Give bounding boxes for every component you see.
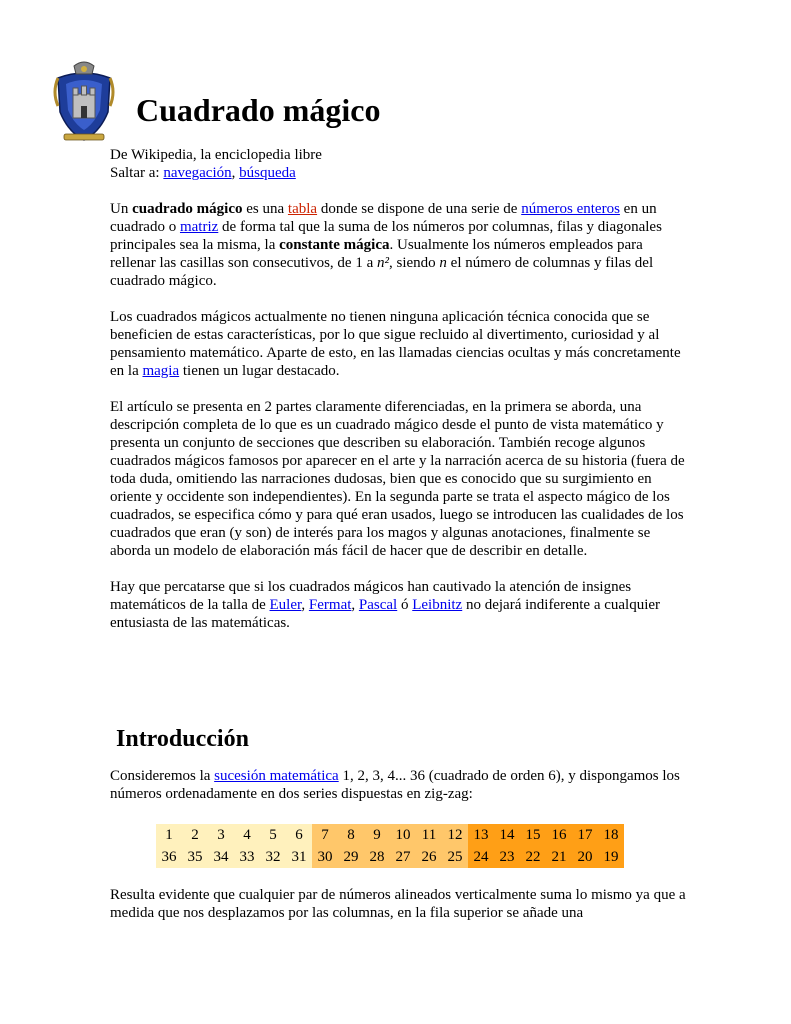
text: 1, 2, 3, 4... 36 (cuadrado de orden 6), y dispongamos los números ordenadamente en dos series dispuestas en zig-zag:: [110, 768, 680, 802]
table-row-bottom: [156, 846, 624, 868]
table-row-top: [156, 824, 624, 846]
table-cell: 21: [546, 846, 572, 868]
table-cell: 29: [338, 846, 364, 868]
table-cell: 6: [286, 824, 312, 846]
table-cell: 3: [208, 824, 234, 846]
text: ó: [397, 597, 413, 613]
text: es una: [242, 201, 288, 217]
link-navegacion[interactable]: navegación: [163, 165, 232, 181]
link-busqueda[interactable]: búsqueda: [239, 165, 296, 181]
paragraph-definition: [110, 200, 690, 290]
link-tabla[interactable]: tabla: [287, 201, 318, 217]
table-cell: 11: [416, 824, 442, 846]
term-cuadrado-magico: cuadrado mágico: [132, 201, 243, 217]
math-n-squared: n²: [377, 255, 389, 271]
table-cell: 33: [234, 846, 260, 868]
table-cell: 30: [312, 846, 338, 868]
math-n: n: [439, 255, 447, 271]
table-cell: 7: [312, 824, 338, 846]
table-cell: 25: [442, 846, 468, 868]
text: de forma tal que la suma de los números por columnas, filas y diagonales principales sea la misma, la: [110, 219, 662, 253]
table-cell: 1: [156, 824, 182, 846]
table-cell: 26: [416, 846, 442, 868]
text: ,: [301, 597, 309, 613]
link-fermat[interactable]: Fermat: [308, 597, 352, 613]
table-cell: 14: [494, 824, 520, 846]
table-cell: 20: [572, 846, 598, 868]
paragraph-mathematicians: [110, 578, 690, 632]
link-magia[interactable]: magia: [142, 363, 180, 379]
table-cell: 32: [260, 846, 286, 868]
text: no dejará indiferente a cualquier entusiasta de las matemáticas.: [110, 597, 661, 631]
text: en un cuadrado o: [110, 201, 657, 235]
table-cell: 34: [208, 846, 234, 868]
table-cell: 36: [156, 846, 182, 868]
jump-separator: ,: [231, 165, 240, 181]
table-cell: 17: [572, 824, 598, 846]
link-leibnitz[interactable]: Leibnitz: [412, 597, 463, 613]
paragraph-structure: El artículo se presenta en 2 partes claramente diferenciadas, en la primera se aborda, una descripción completa de lo que es un cuadrado mágico desde el punto de vista matemático y presenta un conjunto de secciones que describen su elaboración. También recoge algunos cuadrados mágicos famosos por aparecer en el arte y la narración acerca de su historia (fuera de toda duda, omitiendo las narraciones dudosas, bien que es conocido que su surgimiento en oriente y occidente son independientes). En la segunda parte se trata el aspecto mágico de los cuadrados, se especifica cómo y para qué eran usados, luego se introducen las cualidades de los cuadrados que eran (y son) de interés para los magos y algunas anotaciones, finalmente se aborda un modelo de elaboración más fácil de hacer que de describir en detalle.: [110, 399, 685, 559]
text: . Usualmente los números empleados para rellenar las casillas son consecutivos, de 1 a: [110, 237, 643, 271]
table-cell: 5: [260, 824, 286, 846]
link-numeros-enteros[interactable]: números enteros: [521, 201, 620, 217]
table-cell: 8: [338, 824, 364, 846]
table-cell: 27: [390, 846, 416, 868]
article-source: De Wikipedia, la enciclopedia libre: [110, 147, 322, 163]
table-cell: 15: [520, 824, 546, 846]
table-cell: 28: [364, 846, 390, 868]
table-cell: 16: [546, 824, 572, 846]
zigzag-table: [156, 824, 624, 868]
table-cell: 35: [182, 846, 208, 868]
table-cell: 24: [468, 846, 494, 868]
table-cell: 12: [442, 824, 468, 846]
term-constante-magica: constante mágica: [279, 237, 390, 253]
text: Los cuadrados mágicos actualmente no tienen ninguna aplicación técnica conocida que se beneficien de estas características, por lo que sigue recluido al divertimento, curiosidad y al pensamiento matemático. Aparte de esto, en las llamadas ciencias ocultas y más concretamente en la: [110, 309, 681, 379]
link-sucesion-matematica[interactable]: sucesión matemática: [214, 768, 339, 784]
text: el número de columnas y filas del cuadrado mágico.: [110, 255, 654, 289]
table-cell: 22: [520, 846, 546, 868]
table-cell: 2: [182, 824, 208, 846]
text: Consideremos la: [110, 768, 215, 784]
link-euler[interactable]: Euler: [269, 597, 302, 613]
table-cell: 18: [598, 824, 624, 846]
article-body: [110, 146, 690, 632]
link-pascal[interactable]: Pascal: [358, 597, 398, 613]
jump-links: [110, 164, 690, 182]
table-cell: 10: [390, 824, 416, 846]
section-heading-introduccion: Introducción: [116, 726, 249, 752]
text: donde se dispone de una serie de: [317, 201, 522, 217]
table-cell: 9: [364, 824, 390, 846]
table-cell: 23: [494, 846, 520, 868]
table-cell: 19: [598, 846, 624, 868]
coat-of-arms-icon: [52, 60, 116, 142]
table-cell: 31: [286, 846, 312, 868]
text: tienen un lugar destacado.: [179, 363, 340, 379]
paragraph-conclusion: Resulta evidente que cualquier par de números alineados verticalmente suma lo mismo ya que a medida que nos desplazamos por las columnas, en la fila superior se añade una: [110, 887, 686, 921]
page-title: Cuadrado mágico: [136, 92, 381, 128]
link-matriz[interactable]: matriz: [179, 219, 219, 235]
text: Un: [110, 201, 133, 217]
paragraph-applications: [110, 308, 690, 380]
table-cell: 13: [468, 824, 494, 846]
text: Hay que percatarse que si los cuadrados mágicos han cautivado la atención de insignes matemáticos de la talla de: [110, 579, 632, 613]
paragraph-introduction: [110, 767, 690, 803]
table-cell: 4: [234, 824, 260, 846]
jump-to-label: Saltar a:: [110, 165, 164, 181]
text: ,: [351, 597, 359, 613]
text: , siendo: [389, 255, 440, 271]
